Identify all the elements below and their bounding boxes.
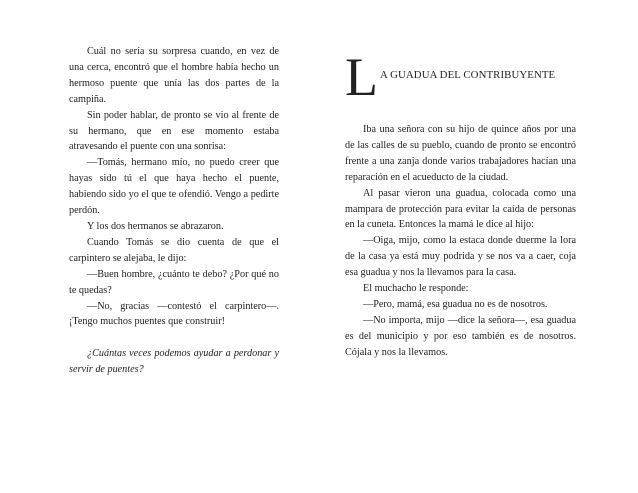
- paragraph: Cuando Tomás se dio cuenta de que el carpintero se alejaba, le dijo:: [69, 236, 279, 264]
- paragraph: Cuál no sería su sorpresa cuando, en vez de una cerca, encontró que el hombre había hecho un hermoso puente que unía las dos partes de la campiña.: [69, 46, 279, 105]
- paragraph: —Oiga, mijo, como la estaca donde duerme la lora de la casa ya está muy podrida y se nos va a caer, coja esa guadua y nos la llevamos para la casa.: [345, 235, 576, 279]
- chapter-title: A GUADUA DEL CONTRIBUYENTE: [380, 69, 556, 81]
- paragraph: Sin poder hablar, de pronto se vio al frente de su hermano, que en ese momento estaba atravesando el puente con una sonrisa:: [69, 109, 279, 153]
- drop-cap: L: [345, 47, 378, 107]
- chapter-heading: [345, 47, 576, 110]
- right-page-text: [345, 110, 576, 361]
- paragraph: Iba una señora con su hijo de quince años por una de las calles de su pueblo, cuando de pronto se encontró frente a una zanja donde varios trabajadores hacían una reparación en el acueducto de la ciudad.: [345, 124, 576, 183]
- paragraph: Y los dos hermanos se abrazaron.: [87, 220, 224, 232]
- closing-question: ¿Cuántas veces podemos ayudar a perdonar y servir de puentes?: [69, 348, 279, 376]
- paragraph: —Pero, mamá, esa guadua no es de nosotros.: [363, 298, 548, 310]
- paragraph: El muchacho le responde:: [363, 283, 469, 295]
- left-page-text: [69, 0, 279, 378]
- paragraph: —No, gracias —contestó el carpintero—. ¡Tengo muchos puentes que construir!: [69, 300, 279, 328]
- spacer: [69, 330, 279, 346]
- left-page: [69, 0, 279, 493]
- paragraph: Al pasar vieron una guadua, colocada como una mampara de protección para evitar la caída de personas en la cuneta. Entonces la mamá le dice al hijo:: [345, 187, 576, 231]
- paragraph: —Tomás, hermano mío, no puedo creer que hayas sido tú el que haya hecho el puente, habiendo sido yo el que te ofendió. Vengo a pedirte perdón.: [69, 157, 279, 217]
- paragraph: —Buen hombre, ¿cuánto te debo? ¿Por qué no te quedas?: [69, 268, 279, 296]
- paragraph: —No importa, mijo —dice la señora—, esa guadua es del municipio y por eso también es de nosotros. Cójala y nos la llevamos.: [345, 314, 576, 358]
- right-page: [345, 0, 576, 493]
